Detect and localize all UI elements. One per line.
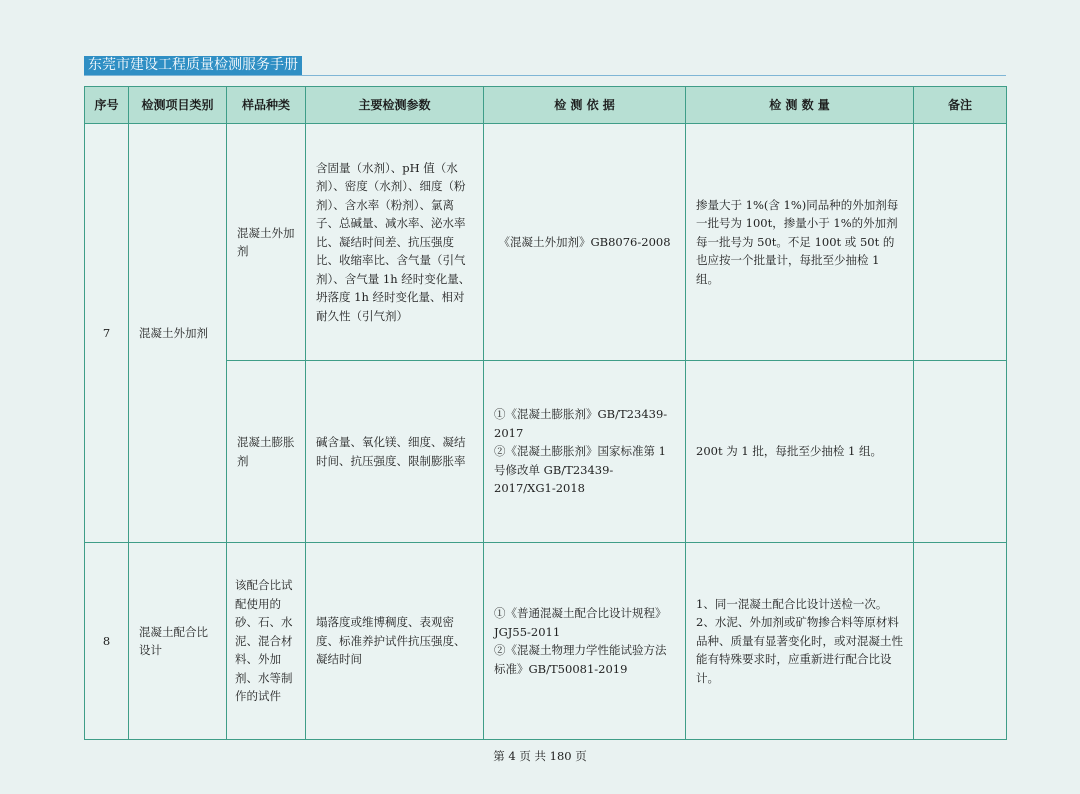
row-number-cell: 7 <box>85 124 129 543</box>
sample-cell: 混凝土膨胀剂 <box>227 361 306 543</box>
column-header-basis: 检 测 依 据 <box>484 87 686 124</box>
column-header-quantity: 检 测 数 量 <box>686 87 914 124</box>
table-header-row <box>85 87 1007 124</box>
table-row <box>85 543 1007 740</box>
basis-text: ②《混凝土物理力学性能试验方法标准》GB/T50081-2019 <box>494 643 667 676</box>
category-cell: 混凝土配合比设计 <box>129 543 227 740</box>
manual-title-banner <box>84 56 302 75</box>
table-row <box>85 124 1007 361</box>
remark-cell <box>914 361 1007 543</box>
basis-cell <box>484 543 686 740</box>
quantity-text: 2、水泥、外加剂或矿物掺合料等原材料品种、质量有显著变化时，或对混凝土性能有特殊要求时，应重新进行配合比设计。 <box>696 615 903 685</box>
page-number: 第 4 页 共 180 页 <box>493 749 587 763</box>
quantity-cell: 掺量大于 1%(含 1%)同品种的外加剂每一批号为 100t，掺量小于 1%的外加剂每一批号为 50t。不足 100t 或 50t 的也应按一个批量计，每批至少抽检 1 组。 <box>686 124 914 361</box>
row-number-cell: 8 <box>85 543 129 740</box>
quantity-cell: 200t 为 1 批，每批至少抽检 1 组。 <box>686 361 914 543</box>
category-cell: 混凝土外加剂 <box>129 124 227 543</box>
basis-cell <box>484 124 686 361</box>
remark-cell <box>914 543 1007 740</box>
basis-text: 《混凝土外加剂》GB8076-2008 <box>498 234 671 249</box>
column-header-params: 主要检测参数 <box>306 87 484 124</box>
basis-text: ①《混凝土膨胀剂》GB/T23439-2017 <box>494 407 668 440</box>
basis-text: ②《混凝土膨胀剂》国家标准第 1 号修改单 GB/T23439-2017/XG1-2018 <box>494 444 666 496</box>
quantity-cell <box>686 543 914 740</box>
sample-cell: 该配合比试配使用的砂、石、水泥、混合材料、外加剂、水等制作的试件 <box>227 543 306 740</box>
params-cell: 碱含量、氧化镁、细度、凝结时间、抗压强度、限制膨胀率 <box>306 361 484 543</box>
manual-title: 东莞市建设工程质量检测服务手册 <box>88 57 298 73</box>
basis-text: ①《普通混凝土配合比设计规程》JGJ55-2011 <box>494 606 667 639</box>
basis-cell <box>484 361 686 543</box>
column-header-remark: 备注 <box>914 87 1007 124</box>
params-cell: 塌落度或维博稠度、表观密度、标准养护试件抗压强度、凝结时间 <box>306 543 484 740</box>
column-header-sample: 样品种类 <box>227 87 306 124</box>
params-cell: 含固量（水剂）、pH 值（水剂）、密度（水剂）、细度（粉剂）、含水率（粉剂）、氯离子、总碱量、减水率、泌水率比、凝结时间差、抗压强度比、收缩率比、含气量（引气剂）、含气量 1h 经时变化量、坍落度 1h 经时变化量、相对耐久性（引气剂） <box>306 124 484 361</box>
inspection-table <box>84 86 1007 740</box>
remark-cell <box>914 124 1007 361</box>
sample-cell: 混凝土外加剂 <box>227 124 306 361</box>
column-header-no: 序号 <box>85 87 129 124</box>
column-header-category: 检测项目类别 <box>129 87 227 124</box>
header-divider <box>84 75 1006 76</box>
quantity-text: 1、同一混凝土配合比设计送检一次。 <box>696 596 888 611</box>
